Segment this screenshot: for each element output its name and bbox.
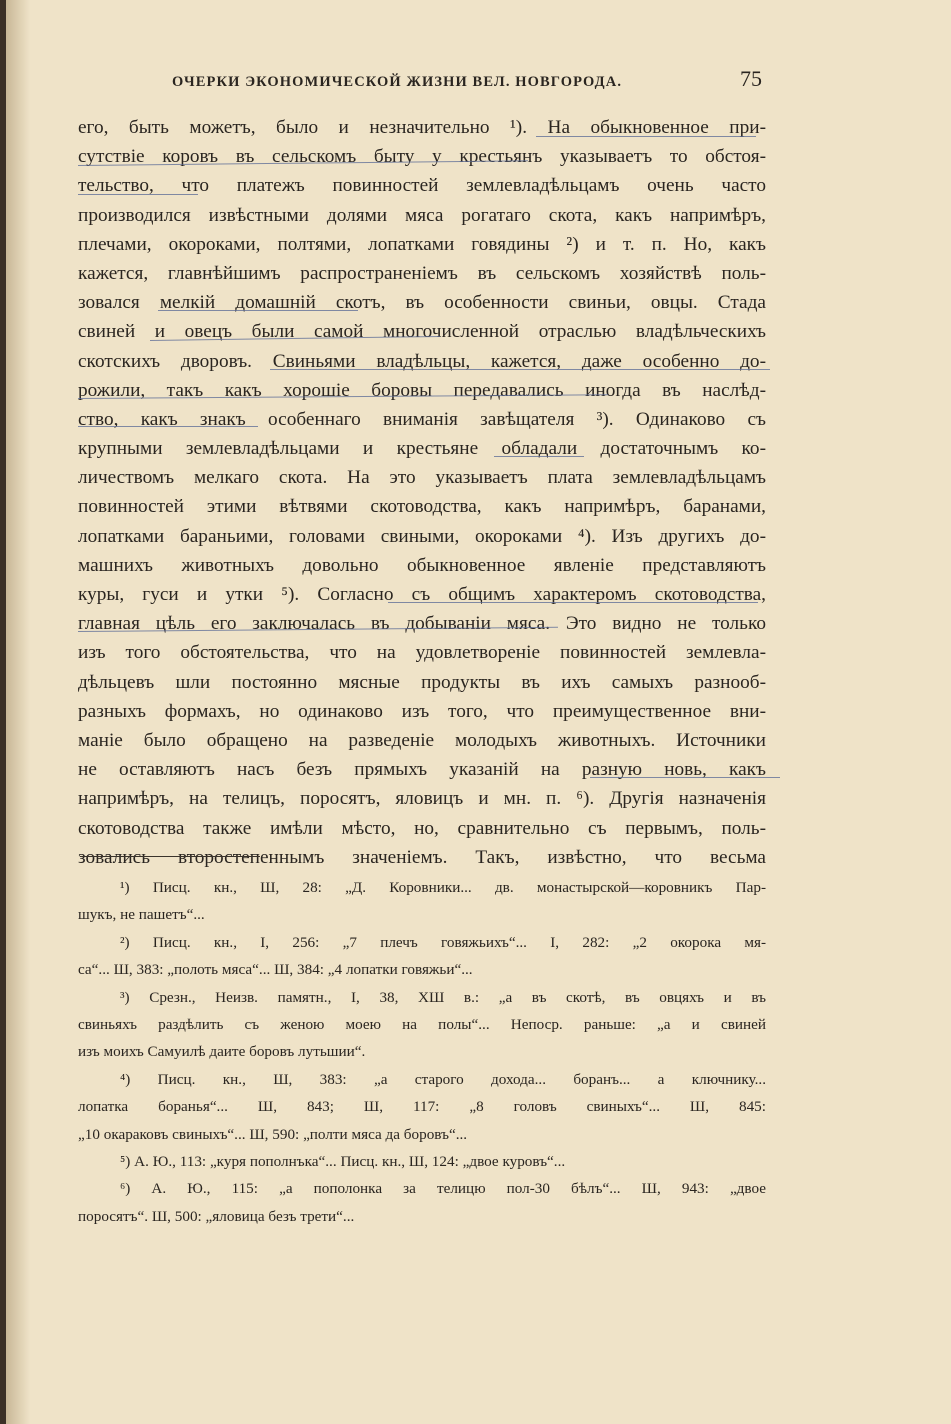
body-line: изъ того обстоятельства, что на удовлетвореніе повинностей землевла- (78, 642, 766, 664)
body-line: его, быть можетъ, было и незначительно ¹). На обыкновенное при- (78, 117, 766, 138)
pencil-underline (270, 369, 770, 370)
footnote-line: са“... Ш, 383: „полоть мяса“... Ш, 384: „4 лопатки говяжьи“... (78, 961, 473, 979)
pencil-underline (388, 602, 758, 603)
footnotes (78, 874, 766, 1230)
body-line: личествомъ мелкаго скота. На это указываетъ плата землевладѣльцамъ (78, 467, 766, 489)
body-line: скотоводства также имѣли мѣсто, но, сравнительно съ первымъ, поль- (78, 817, 766, 839)
body-line: не оставляютъ насъ безъ прямыхъ указаній на разную новь, какъ (78, 759, 766, 781)
pencil-underline (590, 777, 780, 778)
pencil-underline (78, 426, 258, 427)
footnote-line: ⁶) А. Ю., 115: „а пополонка за телицю пол-30 бѣлъ“... Ш, 943: „двое (120, 1180, 766, 1198)
page-number: 75 (740, 66, 762, 91)
body-line: плечами, окороками, полтями, лопатками говядины ²) и т. п. Но, какъ (78, 233, 766, 255)
footnote-line: ⁴) Писц. кн., Ш, 383: „а старого дохода... боранъ... а ключнику... (120, 1070, 766, 1088)
body-line: разныхъ формахъ, но одинаково изъ того, что преимущественное вни- (78, 700, 766, 722)
body-line: маніе было обращено на разведеніе молодыхъ животныхъ. Источники (78, 729, 766, 751)
pencil-underline (158, 310, 358, 311)
running-title: ОЧЕРКИ ЭКОНОМИЧЕСКОЙ ЖИЗНИ ВЕЛ. НОВГОРОДА. (172, 74, 623, 90)
body-line: сутствіе коровъ въ сельскомъ быту у крестьянъ указываетъ то обстоя- (78, 146, 766, 168)
footnote-line: ¹) Писц. кн., Ш, 28: „Д. Коровники... дв. монастырской—коровникъ Пар- (120, 879, 766, 896)
body-line: крупными землевладѣльцами и крестьяне обладали достаточнымъ ко- (78, 438, 766, 460)
footnote-line: свиньяхъ раздѣлить съ женою моею на полы“... Непоср. раньше: „а и свиней (78, 1015, 766, 1033)
footnote-line: „10 окараковъ свиныхъ“... Ш, 590: „полти мяса да боровъ“... (78, 1125, 468, 1143)
pencil-underline (494, 456, 584, 457)
body-line: кажется, главнѣйшимъ распространеніемъ въ сельскомъ хозяйствѣ поль- (78, 262, 766, 284)
footnote-line: ⁵) А. Ю., 113: „куря пополнъка“... Писц. кн., Ш, 124: „двое куровъ“... (120, 1152, 566, 1170)
footnote-line: ³) Срезн., Неизв. памятн., I, 38, XШ в.: „а въ скотѣ, въ овцяхъ и въ (120, 988, 766, 1006)
binding-gutter (6, 0, 30, 1424)
footnote-line: поросятъ“. Ш, 500: „яловица безъ трети“... (78, 1207, 355, 1225)
body-line: дѣльцевъ шли постоянно мясные продукты въ ихъ самыхъ разнооб- (78, 671, 766, 693)
body-line: ство, какъ знакъ особеннаго вниманія завѣщателя ³). Одинаково съ (78, 408, 766, 430)
body-line: главная цѣль его заключалась въ добываніи мяса. Это видно не только (78, 613, 766, 635)
footnote-rule (80, 856, 260, 857)
body-line: зовались второстепеннымъ значеніемъ. Такъ, извѣстно, что весьма (78, 846, 766, 868)
body-line: рожили, такъ какъ хорошіе боровы передавались иногда въ наслѣд- (78, 379, 766, 401)
body-line: повинностей этими вѣтвями скотоводства, какъ напримѣръ, баранами, (78, 496, 766, 518)
body-line: машнихъ животныхъ довольно обыкновенное явленіе представляютъ (78, 554, 766, 576)
body-line: производился извѣстными долями мяса рогатаго скота, какъ напримѣръ, (78, 204, 766, 226)
footnote-line: ²) Писц. кн., I, 256: „7 плечъ говяжьихъ“... I, 282: „2 окорока мя- (120, 933, 766, 951)
body-text (78, 113, 766, 872)
pencil-underline (78, 194, 198, 195)
footnote-line: шукъ, не пашетъ“... (78, 906, 205, 924)
body-line: свиней и овецъ были самой многочисленной отраслью владѣльческихъ (78, 321, 766, 343)
footnote-line: изъ моихъ Самуилѣ даите боровъ лутьшии“. (78, 1043, 366, 1061)
pencil-underline (536, 136, 756, 137)
body-line: зовался мелкій домашній скотъ, въ особенности свиньи, овцы. Стада (78, 292, 766, 314)
page-header (78, 62, 766, 96)
body-line: скотскихъ дворовъ. Свиньями владѣльцы, кажется, даже особенно до- (78, 350, 766, 372)
body-line: куры, гуси и утки ⁵). Согласно съ общимъ характеромъ скотоводства, (78, 584, 766, 605)
body-line: лопатками бараньими, головами свиными, окороками ⁴). Изъ другихъ до- (78, 525, 766, 547)
footnote-line: лопатка боранья“... Ш, 843; Ш, 117: „8 головъ свиныхъ“... Ш, 845: (78, 1098, 766, 1116)
body-line: напримѣръ, на телицъ, поросятъ, яловицъ и мн. п. ⁶). Другія назначенія (78, 788, 766, 810)
body-line: тельство, что платежъ повинностей землевладѣльцамъ очень часто (78, 175, 766, 197)
